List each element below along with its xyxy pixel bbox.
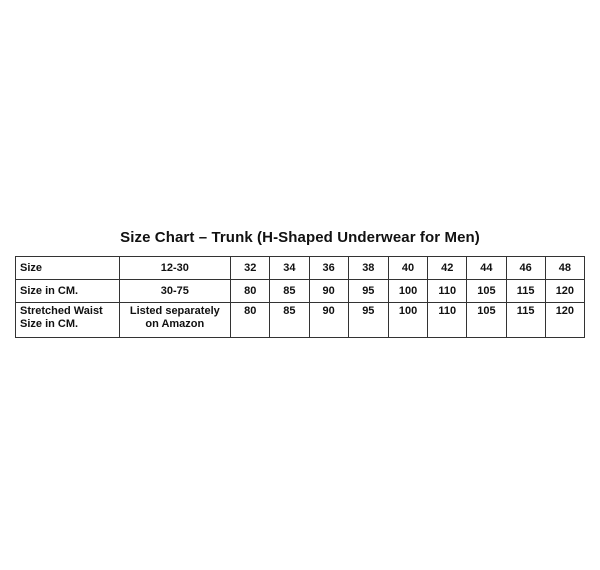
table-cell: 115: [506, 303, 545, 338]
range-line: Listed separately: [129, 305, 220, 317]
table-cell: 34: [270, 257, 309, 280]
table-cell: 120: [545, 280, 584, 303]
table-row: [16, 303, 585, 338]
table-cell: 46: [506, 257, 545, 280]
table-cell: 44: [467, 257, 506, 280]
table-cell: 110: [428, 280, 467, 303]
range-line: on Amazon: [145, 318, 205, 330]
table-cell: 105: [467, 280, 506, 303]
table-cell: 115: [506, 280, 545, 303]
chart-title: Size Chart – Trunk (H-Shaped Underwear for Men): [120, 229, 480, 246]
table-cell: 100: [388, 280, 427, 303]
table-cell: 110: [428, 303, 467, 338]
table-cell: 120: [545, 303, 584, 338]
size-chart-table: [15, 256, 585, 338]
table-cell: 90: [309, 280, 348, 303]
table-cell: 32: [231, 257, 270, 280]
table-row: [16, 257, 585, 280]
row-header-size: Size: [16, 257, 120, 280]
row-header-line: Stretched Waist: [20, 305, 103, 317]
table-cell: 95: [348, 280, 388, 303]
row-header-size-cm: Size in CM.: [16, 280, 120, 303]
row-header-stretched-waist: [16, 303, 120, 338]
table-cell: 80: [231, 303, 270, 338]
table-cell: 95: [348, 303, 388, 338]
table-cell: 80: [231, 280, 270, 303]
table-row: [16, 280, 585, 303]
row-header-line: Size in CM.: [20, 318, 79, 330]
size-range-cell: [119, 303, 231, 338]
table-cell: 100: [388, 303, 427, 338]
table-cell: 36: [309, 257, 348, 280]
table-cell: 48: [545, 257, 584, 280]
table-cell: 40: [388, 257, 427, 280]
table-cell: 90: [309, 303, 348, 338]
table-cell: 42: [428, 257, 467, 280]
size-range-cell: 30-75: [119, 280, 231, 303]
table-cell: 85: [270, 280, 309, 303]
size-range-cell: 12-30: [119, 257, 231, 280]
table-cell: 38: [348, 257, 388, 280]
table-cell: 105: [467, 303, 506, 338]
table-cell: 85: [270, 303, 309, 338]
